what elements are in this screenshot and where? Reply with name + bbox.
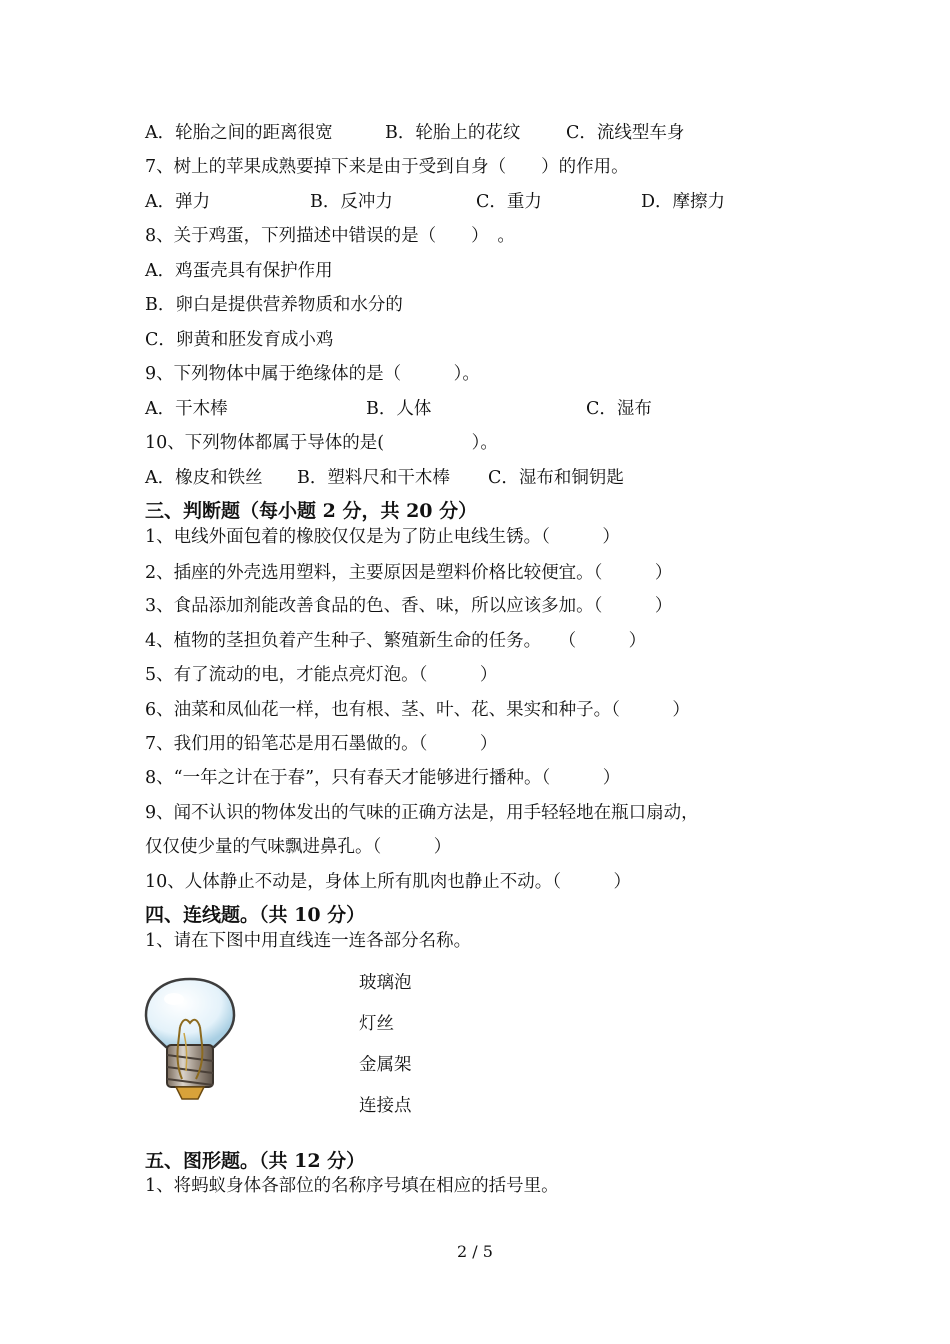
- contact-point-shape: [176, 1087, 204, 1099]
- tf-item-8: 8、“一年之计在于春”，只有春天才能够进行播种。（ ）: [145, 768, 621, 788]
- tf-item-9: 9、闻不认识的物体发出的气味的正确方法是，用手轻轻地在瓶口扇动，: [145, 803, 699, 823]
- q10-option-c: C．湿布和铜钥匙: [488, 468, 624, 488]
- q9-option-c: C．湿布: [586, 399, 652, 419]
- q8-option-c: C．卵黄和胚发育成小鸡: [145, 330, 334, 350]
- q8-option-b: B．卵白是提供营养物质和水分的: [145, 295, 403, 315]
- q10-stem: 10、下列物体都属于导体的是( ）。: [145, 433, 498, 453]
- tf-item-5: 5、有了流动的电，才能点亮灯泡。（ ）: [145, 665, 498, 685]
- tf-item-9-cont: 仅仅使少量的气味飘进鼻孔。（ ）: [145, 837, 452, 857]
- section5-instruction: 1、将蚂蚁身体各部位的名称序号填在相应的括号里。: [145, 1176, 559, 1196]
- label-connection-point: 连接点: [359, 1096, 412, 1116]
- section5-title: 五、图形题。（共 12 分）: [145, 1150, 366, 1172]
- q9-stem: 9、下列物体中属于绝缘体的是（ ）。: [145, 364, 480, 384]
- page-number: 2 / 5: [457, 1242, 493, 1261]
- q7-option-b: B．反冲力: [310, 192, 393, 212]
- q6-option-a: A．轮胎之间的距离很宽: [145, 123, 333, 143]
- section3-title: 三、判断题（每小题 2 分，共 20 分）: [145, 500, 478, 522]
- q7-option-d: D．摩擦力: [641, 192, 726, 212]
- section4-title: 四、连线题。（共 10 分）: [145, 904, 366, 926]
- label-metal-frame: 金属架: [359, 1055, 412, 1075]
- q6-option-b: B．轮胎上的花纹: [385, 123, 521, 143]
- light-bulb-illustration: [140, 975, 240, 1103]
- q9-option-b: B．人体: [366, 399, 432, 419]
- q6-option-c: C．流线型车身: [566, 123, 685, 143]
- tf-item-4: 4、植物的茎担负着产生种子、繁殖新生命的任务。 （ ）: [145, 631, 647, 651]
- q8-stem: 8、关于鸡蛋，下列描述中错误的是（ ） 。: [145, 226, 515, 246]
- tf-item-7: 7、我们用的铅笔芯是用石墨做的。（ ）: [145, 734, 498, 754]
- label-filament: 灯丝: [359, 1014, 394, 1034]
- q7-stem: 7、树上的苹果成熟要掉下来是由于受到自身（ ）的作用。: [145, 157, 629, 177]
- tf-item-3: 3、食品添加剂能改善食品的色、香、味，所以应该多加。（ ）: [145, 596, 673, 616]
- q8-option-a: A．鸡蛋壳具有保护作用: [145, 261, 333, 281]
- q10-option-b: B．塑料尺和干木棒: [297, 468, 450, 488]
- label-glass-bulb: 玻璃泡: [359, 973, 412, 993]
- q7-option-a: A．弹力: [145, 192, 211, 212]
- q9-option-a: A．干木棒: [145, 399, 228, 419]
- glass-bulb-shape: [146, 979, 234, 1047]
- q7-option-c: C．重力: [476, 192, 542, 212]
- q10-option-a: A．橡皮和铁丝: [145, 468, 263, 488]
- section4-instruction: 1、请在下图中用直线连一连各部分名称。: [145, 931, 472, 951]
- tf-item-10: 10、人体静止不动是，身体上所有肌肉也静止不动。（ ）: [145, 872, 632, 892]
- tf-item-1: 1、电线外面包着的橡胶仅仅是为了防止电线生锈。（ ）: [145, 527, 620, 547]
- tf-item-6: 6、油菜和凤仙花一样，也有根、茎、叶、花、果实和种子。（ ）: [145, 700, 690, 720]
- tf-item-2: 2、插座的外壳选用塑料，主要原因是塑料价格比较便宜。（ ）: [145, 563, 673, 583]
